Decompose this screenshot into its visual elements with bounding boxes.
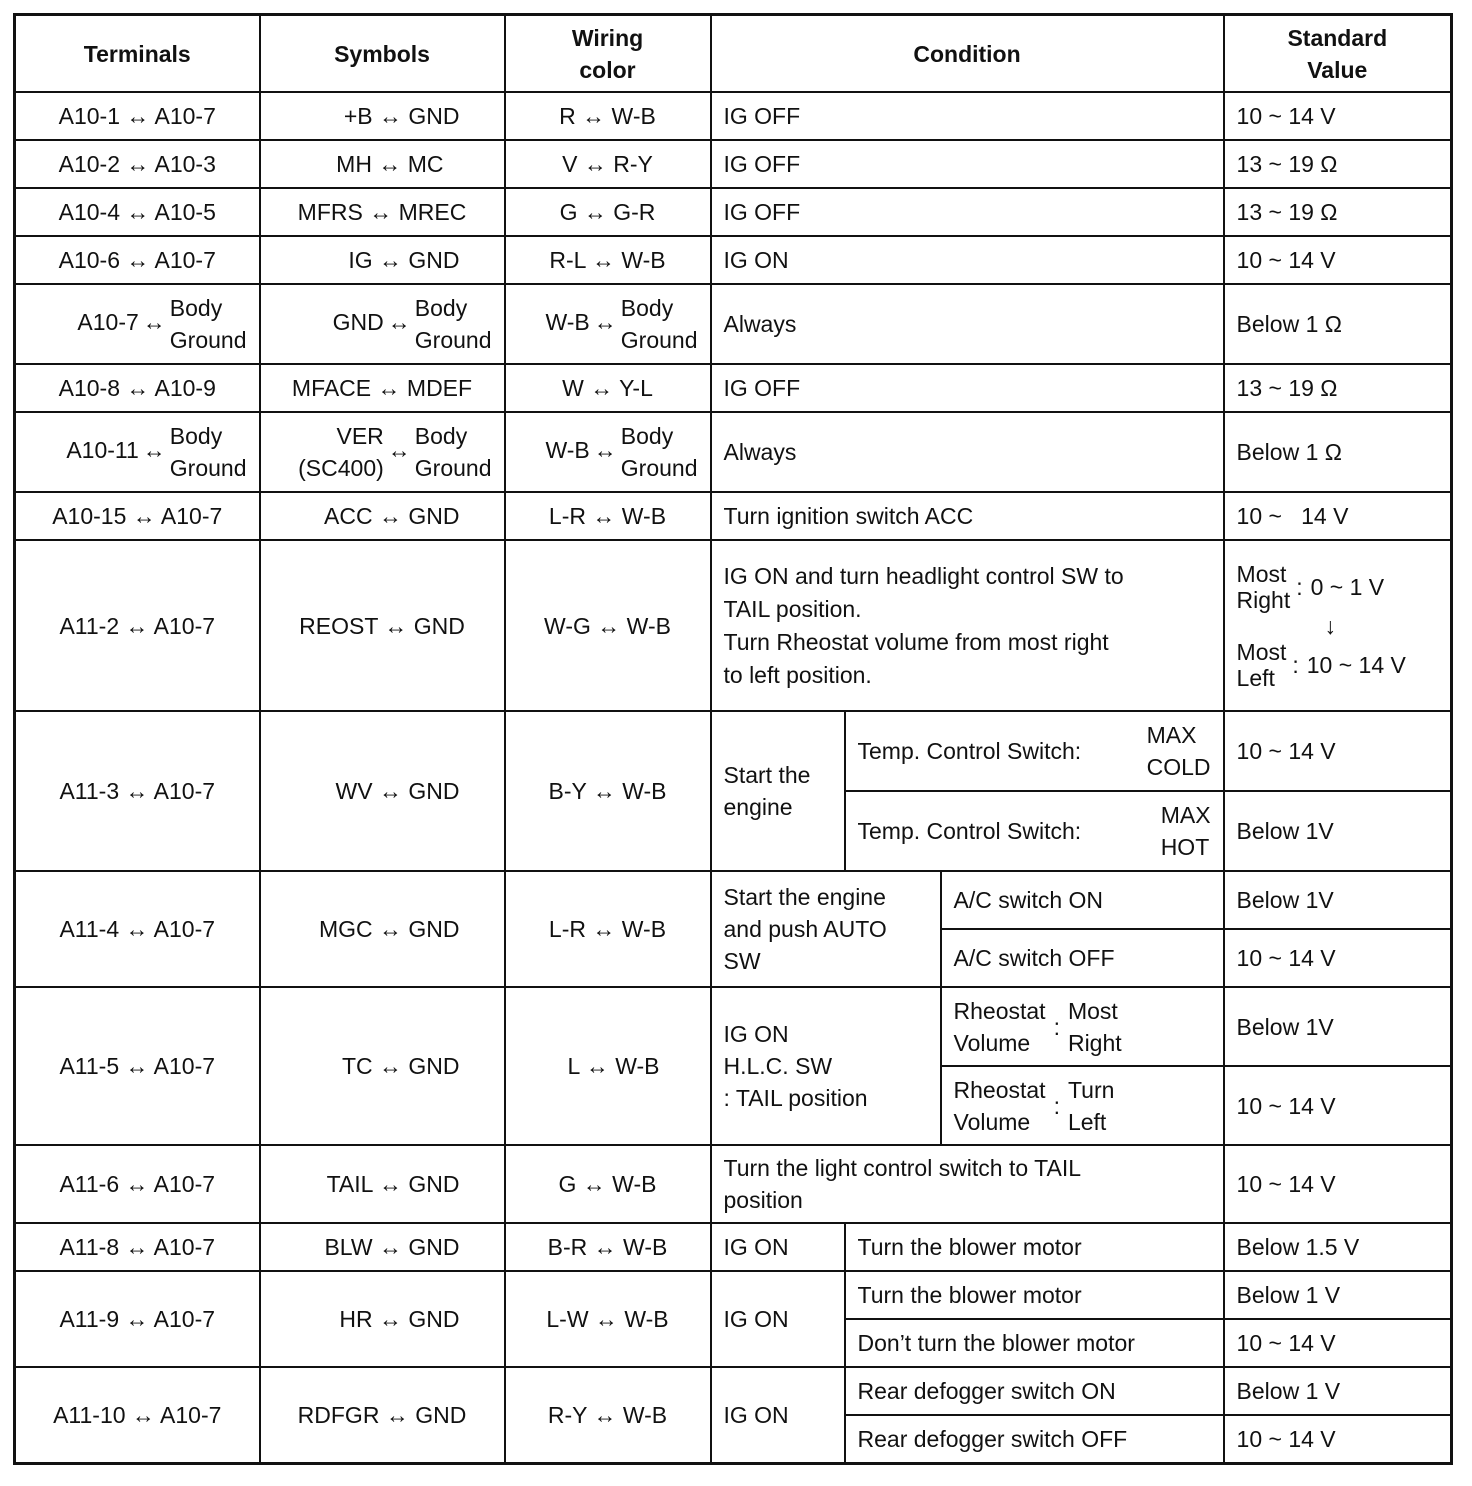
value-cell: 10 ~ 14 V: [1224, 92, 1452, 140]
position-text: Turn: [1067, 1076, 1115, 1103]
condition-line: H.L.C. SW: [723, 1053, 833, 1079]
condition-sub-cell: [845, 791, 1224, 871]
ground-text: Ground: [620, 455, 698, 481]
condition-main-cell: [711, 711, 845, 871]
symbol-cell: [260, 284, 505, 364]
condition-line: and push AUTO: [723, 916, 887, 942]
body-text: Body: [169, 295, 223, 321]
terminal-cell: [15, 412, 260, 492]
value-cell: Below 1 V: [1224, 1367, 1452, 1415]
table-row: [15, 1367, 1452, 1415]
volume-label: Volume: [953, 1029, 1031, 1056]
terminal-cell: A11-8 ↔ A10-7: [15, 1223, 260, 1271]
condition-cell: Turn ignition switch ACC: [711, 492, 1224, 540]
terminal-cell: A11-10 ↔ A10-7: [15, 1367, 260, 1464]
wiring-cell: R-L ↔ W-B: [505, 236, 711, 284]
symbol-cell: +B ↔ GND: [260, 92, 505, 140]
condition-main-cell: [711, 987, 941, 1145]
condition-cell: [711, 1145, 1224, 1223]
most-left-value: [1237, 639, 1406, 691]
ground-text: Ground: [414, 327, 492, 353]
symbol-cell: IG ↔ GND: [260, 236, 505, 284]
symbol-cell: ACC ↔ GND: [260, 492, 505, 540]
condition-cell: IG OFF: [711, 188, 1224, 236]
condition-line: Start the: [723, 762, 811, 788]
table-row: [15, 871, 1452, 929]
terminal-cell: A10-8 ↔ A10-9: [15, 364, 260, 412]
ground-text: Ground: [414, 455, 492, 481]
colon: :: [1053, 1013, 1060, 1040]
value-cell: 10 ~ 14 V: [1224, 1145, 1452, 1223]
value-cell: 13 ~ 19 Ω: [1224, 364, 1452, 412]
table-row: [15, 188, 1452, 236]
terminal-cell: A11-6 ↔ A10-7: [15, 1145, 260, 1223]
condition-cell: IG OFF: [711, 92, 1224, 140]
value-cell: Below 1 V: [1224, 1271, 1452, 1319]
condition-main-cell: IG ON: [711, 1223, 845, 1271]
header-symbols: Symbols: [260, 15, 505, 93]
wiring-cell: R ↔ W-B: [505, 92, 711, 140]
table-row: [15, 492, 1452, 540]
right-label: Right: [1236, 586, 1291, 613]
condition-main-cell: [711, 871, 941, 987]
terminal-cell: A11-4 ↔ A10-7: [15, 871, 260, 987]
value-text: 10 ~ 14 V: [1306, 651, 1406, 678]
condition-line: TAIL position.: [723, 595, 862, 622]
ground-text: Ground: [620, 327, 698, 353]
wiring-text: W-B: [545, 309, 590, 336]
condition-cell: Always: [711, 284, 1224, 364]
terminal-cell: A10-1 ↔ A10-7: [15, 92, 260, 140]
value-cell: Below 1 Ω: [1224, 284, 1452, 364]
wiring-cell: W ↔ Y-L: [505, 364, 711, 412]
condition-line: Turn Rheostat volume from most right: [723, 628, 1109, 655]
sub-label: Temp. Control Switch:: [857, 738, 1082, 764]
body-text: Body: [169, 423, 223, 449]
arrow-icon: ↔: [593, 437, 617, 464]
condition-line: to left position.: [723, 661, 872, 688]
condition-sub-cell: A/C switch ON: [941, 871, 1224, 929]
wiring-cell: [505, 412, 711, 492]
condition-line: engine: [723, 794, 793, 820]
wiring-text: W-B: [545, 437, 590, 464]
header-standard-value: Standard Value: [1224, 15, 1452, 93]
condition-cell: IG OFF: [711, 364, 1224, 412]
arrow-icon: ↔: [387, 309, 411, 336]
condition-cell: IG OFF: [711, 140, 1224, 188]
table-row: [15, 412, 1452, 492]
symbol-cell: REOST ↔ GND: [260, 540, 505, 711]
max-text: MAX: [1146, 722, 1197, 748]
wiring-cell: [505, 284, 711, 364]
header-terminals: Terminals: [15, 15, 260, 93]
max-text: MAX: [1160, 802, 1211, 828]
table-row: [15, 284, 1452, 364]
rheostat-label: Rheostat: [953, 997, 1046, 1024]
header-condition: Condition: [711, 15, 1224, 93]
body-text: Body: [414, 295, 468, 321]
table-row: [15, 1223, 1452, 1271]
value-cell: Below 1V: [1224, 987, 1452, 1066]
condition-sub-cell: [941, 1066, 1224, 1145]
ground-text: Ground: [169, 455, 247, 481]
value-text: 0 ~ 1 V: [1310, 573, 1385, 600]
body-text: Body: [414, 423, 468, 449]
most-label: Most: [1236, 560, 1287, 587]
terminal-cell: A10-15 ↔ A10-7: [15, 492, 260, 540]
rheostat-label: Rheostat: [953, 1076, 1046, 1103]
symbol-cell: TC ↔ GND: [260, 987, 505, 1145]
symbol-text: GND: [332, 309, 384, 336]
body-text: Body: [620, 423, 674, 449]
condition-sub-cell: Turn the blower motor: [845, 1271, 1224, 1319]
terminal-cell: A11-2 ↔ A10-7: [15, 540, 260, 711]
ground-text: Ground: [169, 327, 247, 353]
down-arrow-icon: ↓: [1324, 612, 1337, 639]
header-wiring-color: Wiring color: [505, 15, 711, 93]
left-label: Left: [1236, 664, 1275, 691]
wiring-cell: L-W ↔ W-B: [505, 1271, 711, 1367]
body-text: Body: [620, 295, 674, 321]
terminal-cell: A10-4 ↔ A10-5: [15, 188, 260, 236]
wiring-cell: L-R ↔ W-B: [505, 492, 711, 540]
condition-cell: [711, 540, 1224, 711]
symbol-cell: MFRS ↔ MREC: [260, 188, 505, 236]
condition-sub-cell: Turn the blower motor: [845, 1223, 1224, 1271]
condition-sub-cell: Rear defogger switch OFF: [845, 1415, 1224, 1464]
table-row: [15, 1271, 1452, 1319]
condition-sub-cell: Rear defogger switch ON: [845, 1367, 1224, 1415]
wiring-cell: G ↔ W-B: [505, 1145, 711, 1223]
colon: :: [1296, 573, 1303, 600]
symbol-cell: WV ↔ GND: [260, 711, 505, 871]
symbol-cell: TAIL ↔ GND: [260, 1145, 505, 1223]
arrow-icon: ↔: [593, 309, 617, 336]
arrow-icon: ↔: [142, 437, 166, 464]
symbol-cell: MFACE ↔ MDEF: [260, 364, 505, 412]
position-text: Left: [1067, 1108, 1107, 1135]
condition-main-cell: IG ON: [711, 1367, 845, 1464]
symbol-text: VER: [336, 423, 384, 449]
wiring-cell: G ↔ G-R: [505, 188, 711, 236]
symbol-cell: BLW ↔ GND: [260, 1223, 505, 1271]
value-cell: 10 ~ 14 V: [1224, 929, 1452, 987]
terminal-cell: A11-3 ↔ A10-7: [15, 711, 260, 871]
table-row: [15, 92, 1452, 140]
terminal-text: A10-7: [77, 309, 139, 336]
table-row: [15, 1145, 1452, 1223]
symbol-cell: HR ↔ GND: [260, 1271, 505, 1367]
symbol-cell: MH ↔ MC: [260, 140, 505, 188]
hot-text: HOT: [1160, 834, 1210, 860]
condition-line: : TAIL position: [723, 1085, 868, 1111]
arrow-icon: ↔: [387, 437, 411, 464]
header-row: [15, 15, 1452, 93]
terminal-cell: [15, 284, 260, 364]
value-cell: Below 1 Ω: [1224, 412, 1452, 492]
value-cell: 13 ~ 19 Ω: [1224, 188, 1452, 236]
table-row: [15, 711, 1452, 791]
arrow-icon: ↔: [142, 309, 166, 336]
table-row: [15, 540, 1452, 711]
symbol-sub-text: (SC400): [298, 455, 384, 481]
most-label: Most: [1236, 638, 1287, 665]
terminal-text: A10-11: [66, 437, 139, 464]
condition-line: IG ON and turn headlight control SW to: [723, 562, 1124, 589]
table-row: [15, 140, 1452, 188]
value-cell: 10 ~ 14 V: [1224, 236, 1452, 284]
wiring-cell: L-R ↔ W-B: [505, 871, 711, 987]
value-cell: Below 1V: [1224, 871, 1452, 929]
condition-line: IG ON: [723, 1021, 789, 1047]
value-cell: 13 ~ 19 Ω: [1224, 140, 1452, 188]
symbol-cell: MGC ↔ GND: [260, 871, 505, 987]
cold-text: COLD: [1146, 754, 1211, 780]
wiring-cell: L ↔ W-B: [505, 987, 711, 1145]
condition-line: Start the engine: [723, 884, 886, 910]
terminal-voltage-table: [13, 13, 1453, 1465]
condition-sub-cell: [845, 711, 1224, 791]
value-cell: Below 1V: [1224, 791, 1452, 871]
condition-cell: IG ON: [711, 236, 1224, 284]
terminal-cell: A11-5 ↔ A10-7: [15, 987, 260, 1145]
terminal-cell: A11-9 ↔ A10-7: [15, 1271, 260, 1367]
colon: :: [1292, 651, 1299, 678]
sub-label: Temp. Control Switch:: [857, 818, 1082, 844]
table-row: [15, 236, 1452, 284]
value-cell: Below 1.5 V: [1224, 1223, 1452, 1271]
position-text: Most: [1067, 997, 1118, 1024]
condition-line: position: [723, 1187, 803, 1213]
value-cell: 10 ~ 14 V: [1224, 1415, 1452, 1464]
terminal-cell: A10-2 ↔ A10-3: [15, 140, 260, 188]
condition-cell: Always: [711, 412, 1224, 492]
condition-sub-cell: A/C switch OFF: [941, 929, 1224, 987]
value-cell: 10 ~ 14 V: [1224, 1066, 1452, 1145]
wiring-cell: W-G ↔ W-B: [505, 540, 711, 711]
value-cell: 10 ~ 14 V: [1224, 492, 1452, 540]
value-cell: 10 ~ 14 V: [1224, 711, 1452, 791]
symbol-cell: RDFGR ↔ GND: [260, 1367, 505, 1464]
most-right-value: [1237, 561, 1385, 613]
volume-label: Volume: [953, 1108, 1031, 1135]
table-row: [15, 987, 1452, 1066]
condition-sub-cell: Don’t turn the blower motor: [845, 1319, 1224, 1367]
wiring-cell: B-Y ↔ W-B: [505, 711, 711, 871]
colon: :: [1053, 1092, 1060, 1119]
condition-main-cell: IG ON: [711, 1271, 845, 1367]
table-row: [15, 364, 1452, 412]
position-text: Right: [1067, 1029, 1122, 1056]
value-cell: [1224, 540, 1452, 711]
condition-sub-cell: [941, 987, 1224, 1066]
symbol-cell: [260, 412, 505, 492]
value-cell: 10 ~ 14 V: [1224, 1319, 1452, 1367]
condition-line: SW: [723, 948, 761, 974]
wiring-cell: B-R ↔ W-B: [505, 1223, 711, 1271]
terminal-cell: A10-6 ↔ A10-7: [15, 236, 260, 284]
wiring-cell: R-Y ↔ W-B: [505, 1367, 711, 1464]
condition-line: Turn the light control switch to TAIL: [723, 1155, 1082, 1181]
wiring-cell: V ↔ R-Y: [505, 140, 711, 188]
